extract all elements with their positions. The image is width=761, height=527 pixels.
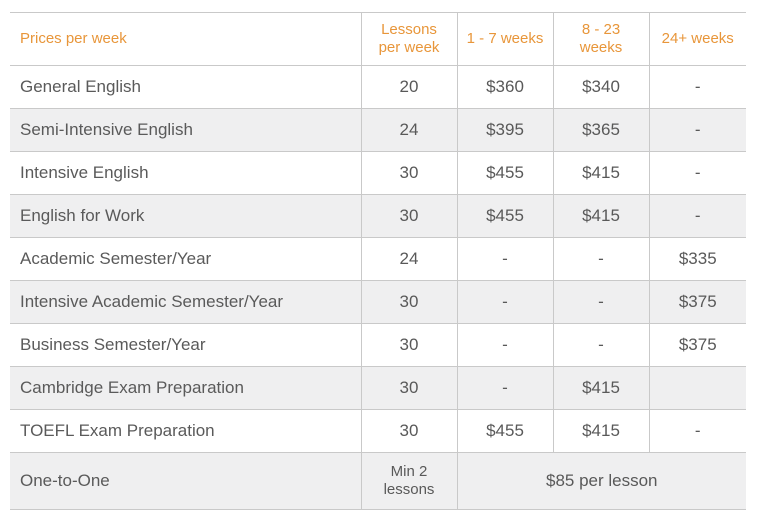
price-1-7-cell: $395 [457,109,553,152]
table-row [10,66,746,109]
price-1-7-cell: $455 [457,410,553,453]
price-8-23-cell: $415 [553,195,649,238]
table-row [10,367,746,410]
header-1-7-weeks: 1 - 7 weeks [457,13,553,66]
price-1-7-cell: $455 [457,152,553,195]
table-row [10,195,746,238]
lessons-cell: 24 [361,238,457,281]
header-w2-line1: 8 - 23 [581,21,621,38]
course-name: Academic Semester/Year [10,238,361,281]
price-24-plus-cell: $375 [649,281,746,324]
lessons-cell: 30 [361,195,457,238]
table-row [10,109,746,152]
lessons-cell [361,453,457,510]
price-1-7-cell: - [457,238,553,281]
price-1-7-cell: $455 [457,195,553,238]
course-name: Intensive English [10,152,361,195]
min-lessons-line2: lessons [383,481,435,498]
price-24-plus-cell: - [649,109,746,152]
lessons-cell: 30 [361,281,457,324]
lessons-cell: 30 [361,152,457,195]
table-row [10,238,746,281]
price-24-plus-cell [649,367,746,410]
price-8-23-cell: - [553,281,649,324]
course-name: TOEFL Exam Preparation [10,410,361,453]
header-w2-line2: weeks [579,39,623,56]
header-lessons-line1: Lessons [381,21,437,38]
header-8-23-weeks [553,13,649,66]
price-8-23-cell: $415 [553,152,649,195]
price-24-plus-cell: - [649,410,746,453]
header-row [10,13,746,66]
lessons-cell: 30 [361,324,457,367]
table-row-one-to-one [10,453,746,510]
lessons-cell: 20 [361,66,457,109]
price-1-7-cell: - [457,324,553,367]
price-24-plus-cell: - [649,152,746,195]
course-name: English for Work [10,195,361,238]
price-table [10,12,746,510]
price-24-plus-cell: $375 [649,324,746,367]
header-lessons-line2: per week [378,39,440,56]
table-row [10,324,746,367]
price-24-plus-cell: $335 [649,238,746,281]
price-24-plus-cell: - [649,195,746,238]
course-name: Intensive Academic Semester/Year [10,281,361,324]
table-row [10,281,746,324]
table-row [10,152,746,195]
course-name: Cambridge Exam Preparation [10,367,361,410]
price-8-23-cell: $415 [553,367,649,410]
price-1-7-cell: - [457,281,553,324]
header-prices-per-week: Prices per week [10,13,361,66]
course-name: One-to-One [10,453,361,510]
one-to-one-price-cell: $85 per lesson [457,453,746,510]
course-name: Semi-Intensive English [10,109,361,152]
price-24-plus-cell: - [649,66,746,109]
course-name: Business Semester/Year [10,324,361,367]
min-lessons-line1: Min 2 [390,463,428,480]
table-row [10,410,746,453]
lessons-cell: 30 [361,367,457,410]
header-24-plus-weeks: 24+ weeks [649,13,746,66]
price-1-7-cell: - [457,367,553,410]
lessons-cell: 24 [361,109,457,152]
header-lessons-per-week [361,13,457,66]
price-8-23-cell: - [553,238,649,281]
course-name: General English [10,66,361,109]
price-8-23-cell: - [553,324,649,367]
lessons-cell: 30 [361,410,457,453]
price-8-23-cell: $365 [553,109,649,152]
price-1-7-cell: $360 [457,66,553,109]
price-8-23-cell: $340 [553,66,649,109]
price-8-23-cell: $415 [553,410,649,453]
